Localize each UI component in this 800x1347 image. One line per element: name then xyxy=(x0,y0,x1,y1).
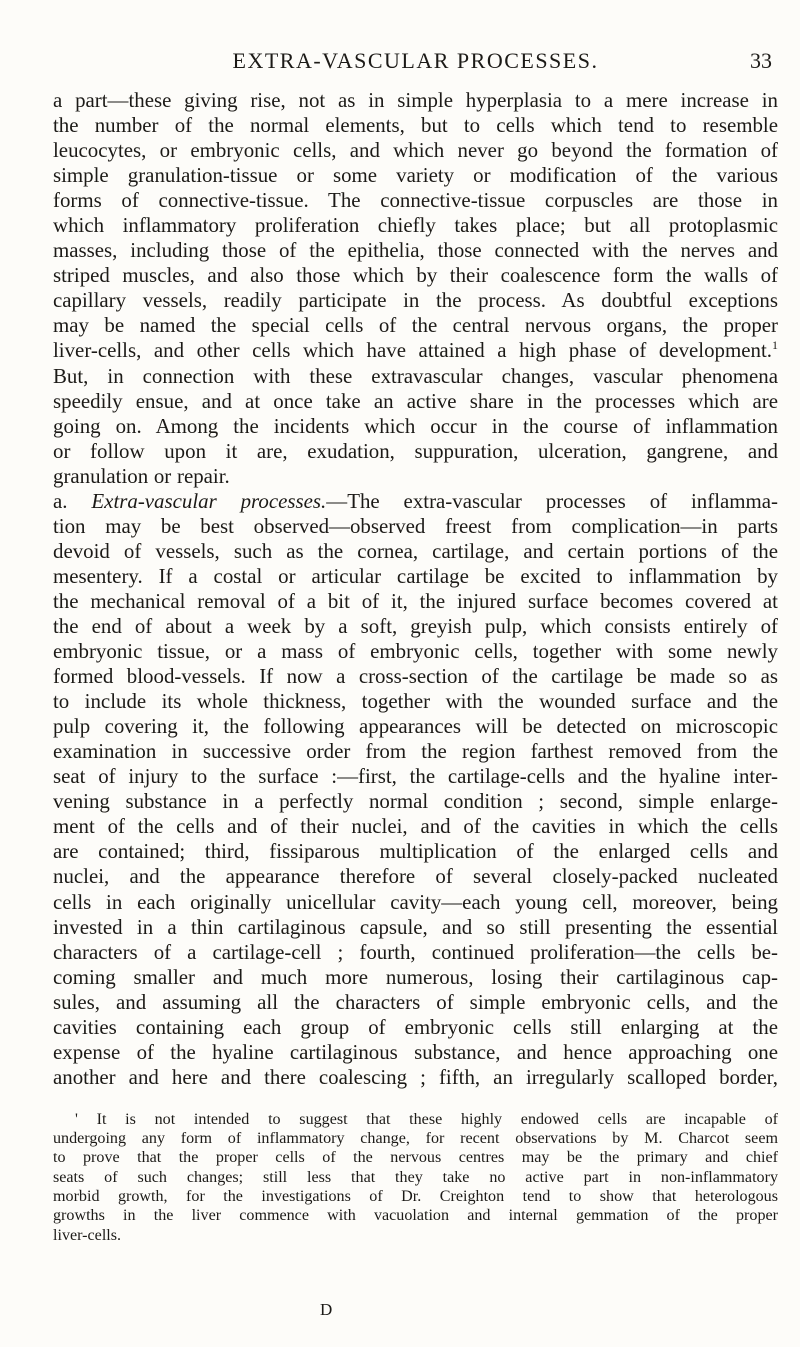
section-heading-line xyxy=(53,489,778,514)
text-fragment: —The extra-vascular processes of inflamma- xyxy=(326,488,779,513)
footnote-line: to prove that the proper cells of the nervous centres may be the primary and chief xyxy=(53,1149,778,1167)
text-line: masses, including those of the epithelia, those connected with the nerves and xyxy=(53,238,778,263)
text-line: striped muscles, and also those which by their coalescence form the walls of xyxy=(53,263,778,288)
text-line: But, in connection with these extravascular changes, vascular phenomena xyxy=(53,363,778,388)
text-line: are contained; third, fissiparous multiplication of the enlarged cells and xyxy=(53,839,778,864)
footnote-marker: 1 xyxy=(772,338,778,353)
text-line: which inflammatory proliferation chiefly takes place; but all protoplasmic xyxy=(53,213,778,238)
text-line: cavities containing each group of embryonic cells still enlarging at the xyxy=(53,1014,778,1039)
text-line: vening substance in a perfectly normal condition ; second, simple enlarge- xyxy=(53,789,778,814)
footnote-line: ' It is not intended to suggest that these highly endowed cells are incapable of xyxy=(75,1110,778,1128)
text-line: characters of a cartilage-cell ; fourth, continued proliferation—the cells be- xyxy=(53,939,778,964)
text-line: devoid of vessels, such as the cornea, cartilage, and certain portions of the xyxy=(53,538,778,563)
text-line: to include its whole thickness, together with the wounded surface and the xyxy=(53,689,778,714)
text-line: forms of connective-tissue. The connective-tissue corpuscles are those in xyxy=(53,188,778,213)
text-line: granulation or repair. xyxy=(53,463,230,488)
footnote-line: seats of such changes; still less that they take no active part in non-inflammatory xyxy=(53,1168,778,1186)
text-line: or follow upon it are, exudation, suppuration, ulceration, gangrene, and xyxy=(53,438,778,463)
text-line: a part—these giving rise, not as in simple hyperplasia to a mere increase in xyxy=(53,88,778,112)
text-line: cells in each originally unicellular cavity—each young cell, moreover, being xyxy=(53,889,778,914)
text-line: going on. Among the incidents which occur in the course of inflammation xyxy=(53,413,778,438)
footnote-line: growths in the liver commence with vacuolation and internal gemmation of the proper xyxy=(53,1207,778,1225)
text-line: invested in a thin cartilaginous capsule, and so still presenting the essential xyxy=(53,914,778,939)
text-line: seat of injury to the surface :—first, the cartilage-cells and the hyaline inter- xyxy=(53,764,778,789)
text-line: may be named the special cells of the central nervous organs, the proper xyxy=(53,313,778,338)
text-line: the number of the normal elements, but to cells which tend to resemble xyxy=(53,113,778,138)
section-prefix: a. xyxy=(53,488,68,513)
text-line: embryonic tissue, or a mass of embryonic cells, together with some newly xyxy=(53,639,778,664)
text-line: tion may be best observed—observed freest from complication—in parts xyxy=(53,513,778,538)
text-line: speedily ensue, and at once take an active share in the processes which are xyxy=(53,388,778,413)
text-line: capillary vessels, readily participate in the process. As doubtful exceptions xyxy=(53,288,778,313)
text-line: formed blood-vessels. If now a cross-section of the cartilage be made so as xyxy=(53,664,778,689)
text-line: mesentery. If a costal or articular cartilage be excited to inflammation by xyxy=(53,563,778,588)
footnote-line: liver-cells. xyxy=(53,1226,122,1244)
text-line: sules, and assuming all the characters of simple embryonic cells, and the xyxy=(53,989,778,1014)
running-head xyxy=(53,48,778,88)
text-fragment: liver-cells, and other cells which have attained a high phase of development. xyxy=(53,338,772,363)
section-title: Extra-vascular processes. xyxy=(91,488,327,513)
running-title: EXTRA-VASCULAR PROCESSES. xyxy=(232,48,599,73)
text-line: simple granulation-tissue or some variety or modification of the various xyxy=(53,163,778,188)
text-line: expense of the hyaline cartilaginous substance, and hence approaching one xyxy=(53,1039,778,1064)
footnote-line: undergoing any form of inflammatory change, for recent observations by M. Charcot seem xyxy=(53,1130,778,1148)
text-line: nuclei, and the appearance therefore of several closely-packed nucleated xyxy=(53,864,778,889)
text-line: the mechanical removal of a bit of it, the injured surface becomes covered at xyxy=(53,588,778,613)
text-line: leucocytes, or embryonic cells, and which never go beyond the formation of xyxy=(53,138,778,163)
footnote xyxy=(53,1110,778,1245)
footnote-line: morbid growth, for the investigations of Dr. Creighton tend to show that heterologous xyxy=(53,1188,778,1206)
text-line: the end of about a week by a soft, greyish pulp, which consists entirely of xyxy=(53,613,778,638)
page-number: 33 xyxy=(750,48,772,73)
text-line: examination in successive order from the region farthest removed from the xyxy=(53,739,778,764)
text-line: another and here and there coalescing ; fifth, an irregularly scalloped border, xyxy=(53,1064,778,1089)
body-text xyxy=(53,88,778,1090)
text-line-with-footnote xyxy=(53,338,778,363)
signature-mark: D xyxy=(320,1300,333,1319)
text-line: ment of the cells and of their nuclei, and of the cavities in which the cells xyxy=(53,814,778,839)
document-page xyxy=(53,48,778,1245)
text-line: pulp covering it, the following appearances will be detected on microscopic xyxy=(53,714,778,739)
text-line: coming smaller and much more numerous, losing their cartilaginous cap- xyxy=(53,964,778,989)
